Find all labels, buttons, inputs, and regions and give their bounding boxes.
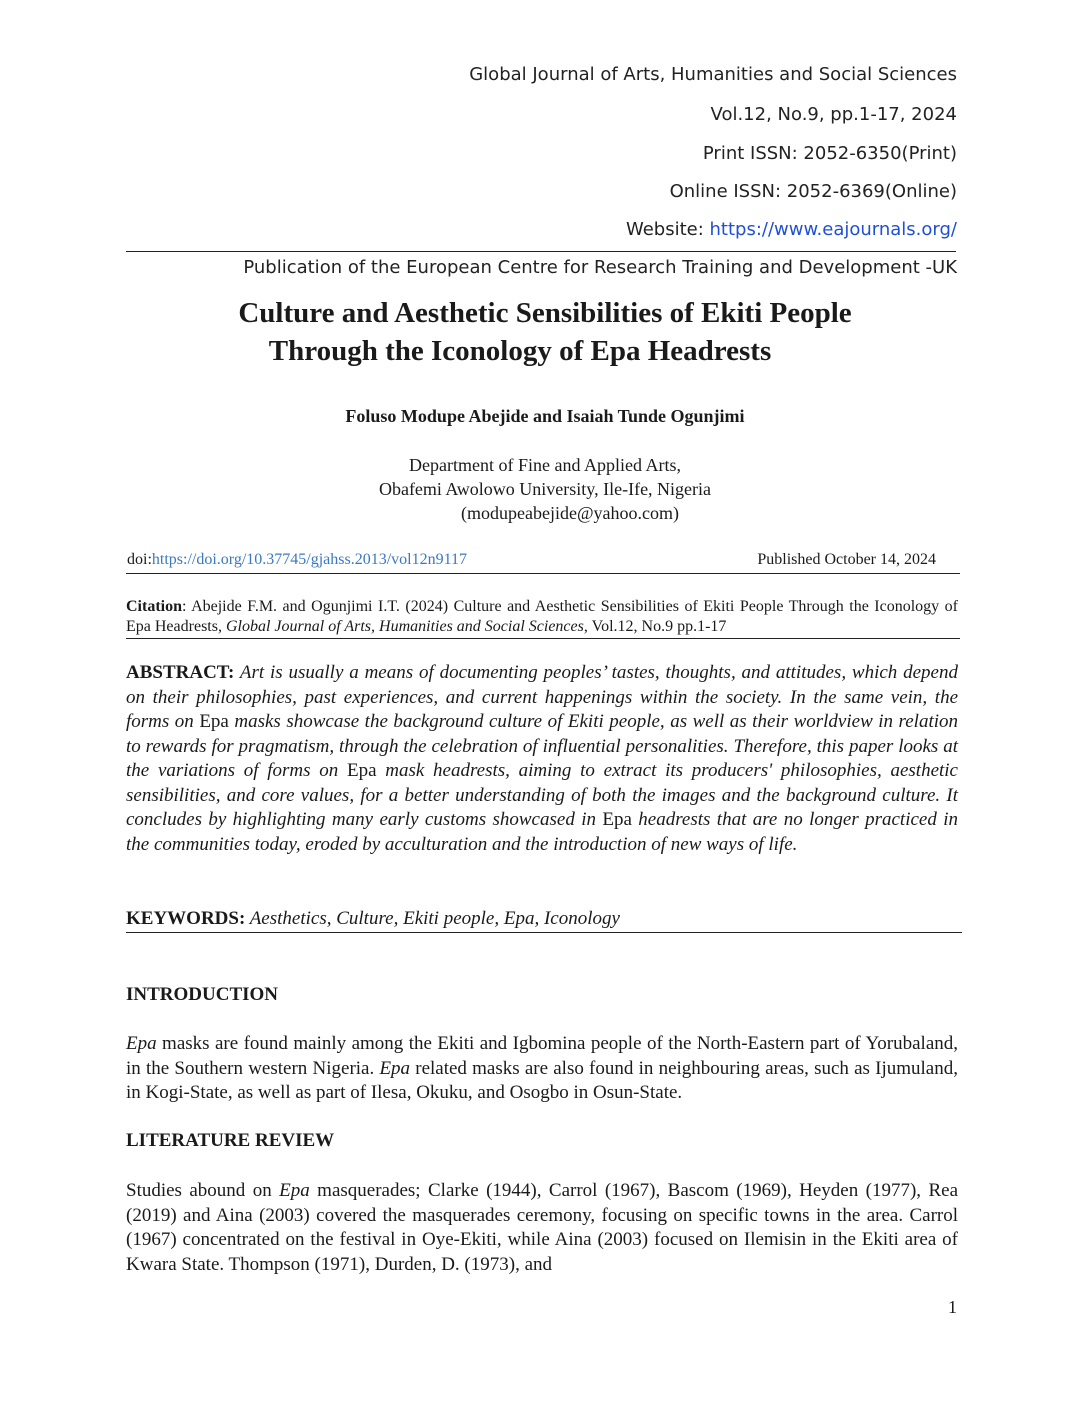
intro-epa-b: Epa — [379, 1057, 411, 1079]
lit-text-1: Studies abound on — [126, 1180, 280, 1201]
abstract-label: ABSTRACT: — [126, 662, 235, 683]
doi-line — [127, 551, 467, 569]
intro-text-2: related masks are also found in neighbouring areas, such as Ijumuland, in Kogi-State, as well as part of Ilesa, Okuku, and Osogbo in Osun-State. — [126, 1057, 958, 1103]
publisher-line: Publication of the European Centre for Research Training and Development -UK — [243, 257, 957, 278]
literature-paragraph — [126, 1179, 958, 1277]
title-line-2: Through the Iconology of Epa Headrests — [268, 335, 772, 367]
citation-label: Citation — [126, 598, 182, 615]
keywords-divider — [126, 932, 962, 933]
abstract-epa-3: Epa — [602, 809, 632, 830]
author-email: (modupeabejide@yahoo.com) — [460, 503, 679, 523]
print-issn: Print ISSN: 2052-6350(Print) — [702, 143, 957, 164]
keywords-line — [126, 908, 958, 930]
abstract-text-4: headrests that are no longer practiced in the communities today, eroded by acculturation and the introduction of new ways of life. — [126, 809, 958, 855]
affiliation-university: Obafemi Awolowo University, Ile-Ife, Nigeria — [378, 479, 712, 499]
doi-link[interactable]: https://doi.org/10.37745/gjahss.2013/vol12n9117 — [151, 551, 468, 568]
title-line-1: Culture and Aesthetic Sensibilities of Ekiti People — [238, 297, 852, 329]
keywords-label: KEYWORDS: — [126, 908, 246, 929]
citation-journal: Global Journal of Arts, Humanities and Social Sciences — [225, 618, 584, 635]
paper-title — [130, 294, 960, 370]
doi-prefix: doi: — [127, 551, 152, 568]
affiliation — [130, 453, 960, 525]
lit-text-2: masquerades; Clarke (1944), Carrol (1967), Bascom (1969), Heyden (1977), Rea (2019) and Aina (2003) covered the masquerades ceremony, focusing on specific towns in the area. Carrol (1967) concentrated on the festival in Oye-Ekiti, while Aina (2003) focused on Ilemisin in the Ekiti area of Kwara State. Thompson (1971), Durden, D. (1973), and — [126, 1180, 959, 1275]
affiliation-dept: Department of Fine and Applied Arts, — [409, 455, 681, 475]
abstract-block — [126, 661, 958, 857]
lit-epa: Epa — [279, 1180, 310, 1201]
abstract-text-1: Art is usually a means of documenting peoples’ tastes, thoughts, and attitudes, which depend on their philosophies, past experiences, and current happenings within the society. In the same vein, the forms on — [126, 662, 958, 732]
authors: Foluso Modupe Abejide and Isaiah Tunde Ogunjimi — [345, 406, 745, 426]
intro-epa-a: Epa — [126, 1033, 157, 1054]
keywords-text: Aesthetics, Culture, Ekiti people, Epa, Iconology — [245, 908, 620, 929]
website-line — [626, 219, 957, 240]
website-link[interactable]: https://www.eajournals.org/ — [709, 219, 957, 240]
header-divider — [126, 251, 956, 252]
literature-heading: LITERATURE REVIEW — [126, 1130, 335, 1151]
citation-divider — [126, 638, 960, 639]
introduction-heading: INTRODUCTION — [126, 984, 279, 1005]
abstract-text-3: mask headrests, aiming to extract its producers' philosophies, aesthetic sensibilities, and core values, for a better understanding of both the images and the background culture. It concludes by highlighting many early customs showcased in — [126, 760, 958, 830]
citation-text-b: , Vol.12, No.9 pp.1-17 — [583, 618, 727, 635]
abstract-epa-2: Epa — [346, 760, 377, 781]
published-date: Published October 14, 2024 — [757, 551, 936, 568]
introduction-paragraph — [126, 1032, 958, 1106]
citation-text-a: : Abejide F.M. and Ogunjimi I.T. (2024) Culture and Aesthetic Sensibilities of Ekiti People Through the Iconology of Epa Headrests, — [126, 598, 958, 635]
website-label: Website: — [625, 219, 710, 240]
abstract-text-2: masks showcase the background culture of Ekiti people, as well as their worldview in relation to rewards for pragmatism, through the celebration of influential personalities. Therefore, this paper looks at the variations of forms on — [126, 711, 959, 781]
intro-text-1: masks are found mainly among the Ekiti and Igbomina people of the North-Eastern part of Yorubaland, in the Southern western Nigeria. — [126, 1033, 958, 1079]
citation-block — [126, 597, 958, 637]
volume-info: Vol.12, No.9, pp.1-17, 2024 — [710, 104, 957, 125]
page-number: 1 — [948, 1297, 957, 1317]
doi-divider — [126, 573, 960, 574]
online-issn: Online ISSN: 2052-6369(Online) — [669, 181, 957, 202]
abstract-epa-1: Epa — [199, 711, 229, 732]
journal-name: Global Journal of Arts, Humanities and Social Sciences — [469, 64, 957, 85]
